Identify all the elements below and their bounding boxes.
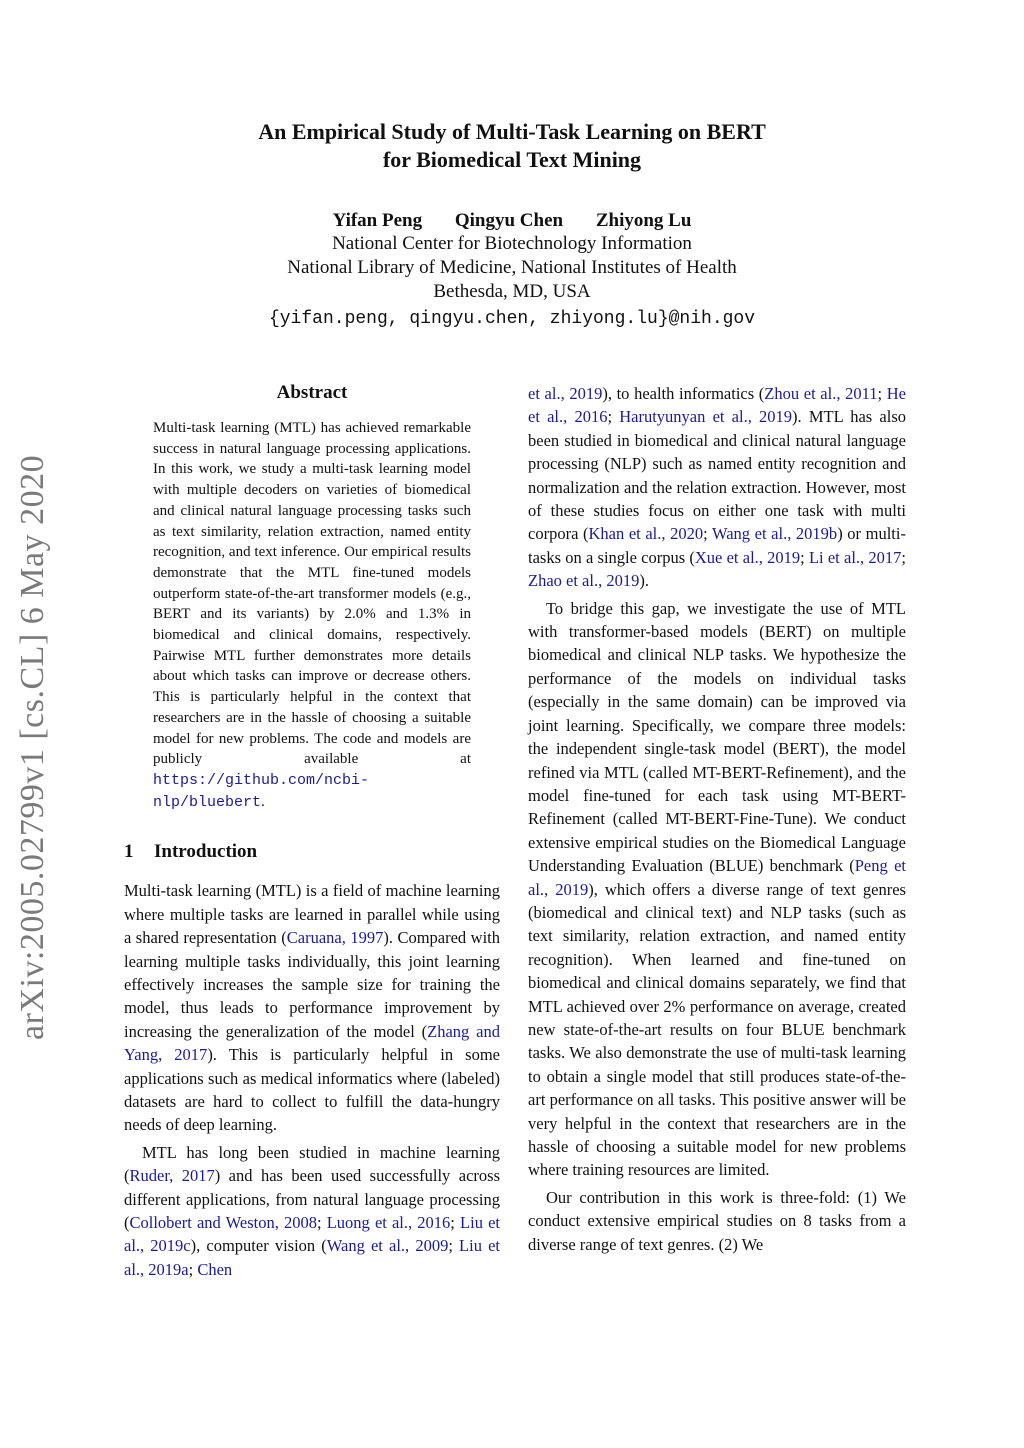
text-run: ; <box>450 1213 461 1233</box>
author-name: Yifan Peng <box>332 210 423 231</box>
text-run: ; <box>800 547 809 567</box>
abstract-body-text: Multi-task learning (MTL) has achieved remarkable success in natural language processing applications. In this work, we study a multi-task learning model with multiple decoders on varieties of biomedical and clinical natural language processing tasks such as text similarity, relation extraction, named entity recognition, and text inference. Our empirical results demonstrate that the MTL fine-tuned models outperform state-of-the-art transformer models (e.g., BERT and its variants) by 2.0% and 1.3% in biomedical and clinical domains, respectively. Pairwise MTL further demonstrates more details about which tasks can improve or decrease others. This is particularly helpful in the context that researchers are in the hassle of choosing a suitable model for new problems. The code and models are publicly available at <box>153 420 471 768</box>
citation-link[interactable]: Luong et al., 2016 <box>326 1213 451 1233</box>
text-run: ; <box>703 524 712 544</box>
text-run: ; <box>877 384 887 403</box>
title-line-1: An Empirical Study of Multi-Task Learning on BERT <box>258 119 766 144</box>
text-run: ). This is particularly helpful in some applications such as medical informatics where (labeled) datasets are hard to collect to fulfill the data-hungry needs of deep learning. <box>124 1045 500 1135</box>
citation-link[interactable]: Caruana, 1997 <box>286 928 384 948</box>
section-heading-introduction <box>124 841 500 863</box>
text-run: ). Compared with learning multiple tasks individually, this joint learning effectively increases the sample size for training the model, thus leads to performance improvement by increasing the generalization of the model ( <box>124 928 500 1041</box>
paper-title <box>0 118 1024 174</box>
text-run: To bridge this gap, we investigate the use of MTL with transformer-based models (BERT) on multiple biomedical and clinical NLP tasks. We hypothesize the performance of the models on individual tasks (especially in the same domain) can be improved via joint learning. Specifically, we compare three models: the independent single-task model (BERT), the model refined via MTL (called MT-BERT-Refinement), and the model fine-tuned for each task using MT-BERT-Refinement (called MT-BERT-Fine-Tune). We conduct extensive empirical studies on the Biomedical Language Understanding Evaluation (BLUE) benchmark ( <box>528 598 906 876</box>
text-run: ) or multi-tasks on a single corpus ( <box>528 524 906 567</box>
citation-link[interactable]: Chen <box>197 1259 233 1279</box>
text-run: ; <box>188 1259 198 1279</box>
author-list <box>0 210 1024 232</box>
citation-link[interactable]: Ruder, 2017 <box>129 1166 215 1186</box>
citation-link[interactable]: Xue et al., 2019 <box>694 547 801 567</box>
citation-link[interactable]: Peng et al., 2019 <box>528 856 906 899</box>
citation-link[interactable]: Li et al., 2017 <box>808 547 902 567</box>
intro-paragraph-2 <box>124 1141 500 1281</box>
author-name: Qingyu Chen <box>454 210 564 231</box>
citation-link[interactable]: He et al., 2016 <box>528 384 906 427</box>
text-run: ). MTL has also been studied in biomedical and clinical natural language processing (NLP) such as named entity recognition and normalization and the relation extraction. However, most of these studies focus on either one task with multi corpora ( <box>528 407 906 544</box>
citation-link[interactable]: et al., 2019 <box>528 384 603 403</box>
section-title: Introduction <box>154 841 258 863</box>
text-run: ; <box>901 547 906 567</box>
right-column <box>528 382 906 1256</box>
affiliation-line: Bethesda, MD, USA <box>433 281 591 302</box>
text-run: ; <box>607 407 620 427</box>
text-run: ), to health informatics ( <box>602 384 765 403</box>
intro-paragraph-1 <box>124 879 500 1136</box>
arxiv-identifier: arXiv:2005.02799v1 [cs.CL] 6 May 2020 <box>14 454 51 1040</box>
citation-link[interactable]: Khan et al., 2020 <box>588 524 704 544</box>
citation-link[interactable]: Harutyunyan et al., 2019 <box>619 407 793 427</box>
affiliation-line: National Library of Medicine, National Institutes of Health <box>287 257 737 278</box>
abstract-heading: Abstract <box>276 382 348 403</box>
text-run: Multi-task learning (MTL) is a field of machine learning where multiple tasks are learned in parallel while using a shared representation ( <box>124 881 500 948</box>
citation-link[interactable]: Zhou et al., 2011 <box>764 384 878 403</box>
citation-link[interactable]: Liu et al., 2019c <box>124 1213 500 1256</box>
citation-link[interactable]: Liu et al., 2019a <box>124 1236 500 1279</box>
intro-paragraph-3 <box>528 597 906 1182</box>
title-line-2: for Biomedical Text Mining <box>382 147 642 172</box>
citation-link[interactable]: Zhang and Yang, 2017 <box>124 1021 500 1065</box>
text-run: ). <box>639 571 649 591</box>
code-url-link[interactable]: https://github.com/ncbi-nlp/bluebert <box>153 771 370 811</box>
abstract-end: . <box>261 793 265 810</box>
paper-header <box>0 118 1024 332</box>
text-run: ; <box>448 1236 460 1256</box>
text-run: ), which offers a diverse range of text genres (biomedical and clinical text) and NLP tasks (such as text similarity, relation extraction, and named entity recognition). When learned and fine-tuned on biomedical and clinical domains separately, we find that MTL achieved over 2% performance on average, created new state-of-the-art results on four BLUE benchmark tasks. We also demonstrate the use of multi-task learning to obtain a single model that still produces state-of-the-art performance on all tasks. This positive answer will be very helpful in the context that researchers are in the hassle of choosing a suitable model for new problems where training resources are limited. <box>528 879 906 1180</box>
citation-link[interactable]: Wang et al., 2009 <box>326 1236 449 1256</box>
intro-paragraph-4: Our contribution in this work is three-fold: (1) We conduct extensive empirical studies on 8 tasks from a diverse range of text genres. (2) We <box>528 1187 906 1254</box>
text-run: ) and has been used successfully across different applications, from natural language processing ( <box>124 1166 500 1233</box>
author-name: Zhiyong Lu <box>595 210 692 231</box>
text-run: ; <box>316 1213 327 1233</box>
affiliation-line: National Center for Biotechnology Information <box>332 233 692 254</box>
left-column <box>124 382 500 1281</box>
author-email: {yifan.peng, qingyu.chen, zhiyong.lu}@nih.gov <box>268 309 756 329</box>
intro-paragraph-2-continued <box>528 382 906 593</box>
text-run: ), computer vision ( <box>190 1236 327 1256</box>
citation-link[interactable]: Zhao et al., 2019 <box>528 571 640 591</box>
abstract-text <box>153 418 471 813</box>
section-number: 1 <box>124 841 134 863</box>
text-run: MTL has long been studied in machine learning ( <box>124 1142 500 1186</box>
citation-link[interactable]: Wang et al., 2019b <box>711 524 838 544</box>
citation-link[interactable]: Collobert and Weston, 2008 <box>129 1213 317 1233</box>
